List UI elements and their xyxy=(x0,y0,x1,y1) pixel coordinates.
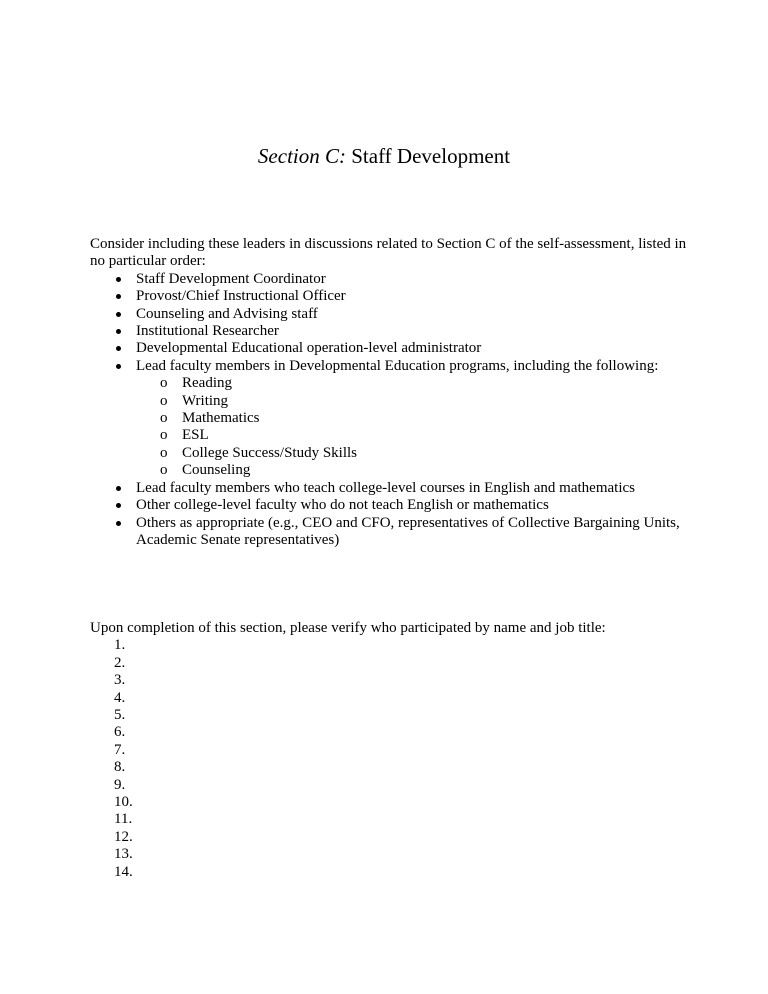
program-text: Reading xyxy=(182,375,232,392)
verify-section xyxy=(90,620,710,881)
list-item xyxy=(90,358,690,480)
leaders-list xyxy=(90,271,690,550)
leader-text: Institutional Researcher xyxy=(136,323,279,340)
list-item xyxy=(90,306,690,323)
circle-bullet-icon: o xyxy=(160,375,168,392)
verify-prompt: Upon completion of this section, please verify who participated by name and job title: xyxy=(90,620,606,636)
leaders-section xyxy=(90,236,690,549)
sub-list-item xyxy=(136,410,690,427)
list-item xyxy=(90,497,690,514)
list-item xyxy=(90,480,690,497)
bullet-icon xyxy=(116,503,121,508)
leader-text: Lead faculty members who teach college-level courses in English and mathematics xyxy=(136,479,635,496)
leader-text: Counseling and Advising staff xyxy=(136,305,318,322)
sub-list-item xyxy=(136,375,690,392)
leader-text: Other college-level faculty who do not teach English or mathematics xyxy=(136,497,549,514)
circle-bullet-icon: o xyxy=(160,427,168,444)
bullet-icon xyxy=(116,486,121,491)
numbered-line: 9. xyxy=(114,776,126,793)
list-item xyxy=(90,515,690,550)
numbered-line: 2. xyxy=(114,654,126,671)
leader-text: Provost/Chief Instructional Officer xyxy=(136,288,346,305)
bullet-icon xyxy=(116,312,121,317)
participant-list xyxy=(90,637,710,881)
bullet-icon xyxy=(116,294,121,299)
numbered-line: 6. xyxy=(114,724,126,741)
numbered-line: 12. xyxy=(114,828,133,845)
section-title-label: Section C: xyxy=(257,144,346,168)
program-text: Counseling xyxy=(182,462,251,479)
leader-text: Staff Development Coordinator xyxy=(136,270,326,287)
bullet-icon xyxy=(116,364,121,369)
programs-list xyxy=(136,375,690,479)
circle-bullet-icon: o xyxy=(160,462,168,479)
numbered-line: 13. xyxy=(114,846,133,863)
intro-paragraph: Consider including these leaders in discussions related to Section C of the self-assessment, listed in no particular order: xyxy=(90,236,687,270)
program-text: College Success/Study Skills xyxy=(182,444,358,461)
bullet-icon xyxy=(116,346,121,351)
circle-bullet-icon: o xyxy=(160,410,168,427)
list-item xyxy=(90,323,690,340)
numbered-line: 5. xyxy=(114,707,126,724)
section-title-text: Staff Development xyxy=(345,144,511,168)
numbered-line: 1. xyxy=(114,637,126,654)
numbered-line: 14. xyxy=(114,863,133,880)
numbered-line: 7. xyxy=(114,741,126,758)
program-text: Writing xyxy=(182,392,229,409)
numbered-line: 3. xyxy=(114,672,126,689)
sub-list-item xyxy=(136,462,690,479)
list-item xyxy=(90,271,690,288)
sub-list-item xyxy=(136,445,690,462)
bullet-icon xyxy=(116,521,121,526)
leader-text: Lead faculty members in Developmental Education programs, including the following: xyxy=(136,357,659,374)
bullet-icon xyxy=(116,277,121,282)
list-item xyxy=(90,340,690,357)
list-item xyxy=(90,288,690,305)
numbered-line: 4. xyxy=(114,689,126,706)
numbered-line: 8. xyxy=(114,759,126,776)
numbered-line: 10. xyxy=(114,794,133,811)
sub-list-item xyxy=(136,427,690,444)
bullet-icon xyxy=(116,329,121,334)
sub-list-item xyxy=(136,393,690,410)
leader-text: Others as appropriate (e.g., CEO and CFO, representatives of Collective Bargaining Units, Academic Senate representatives) xyxy=(136,514,680,548)
program-text: Mathematics xyxy=(182,410,260,427)
circle-bullet-icon: o xyxy=(160,392,168,409)
numbered-line: 11. xyxy=(114,811,133,828)
leader-text: Developmental Educational operation-level administrator xyxy=(136,340,482,357)
circle-bullet-icon: o xyxy=(160,444,168,461)
program-text: ESL xyxy=(182,427,209,444)
section-title xyxy=(0,143,768,169)
